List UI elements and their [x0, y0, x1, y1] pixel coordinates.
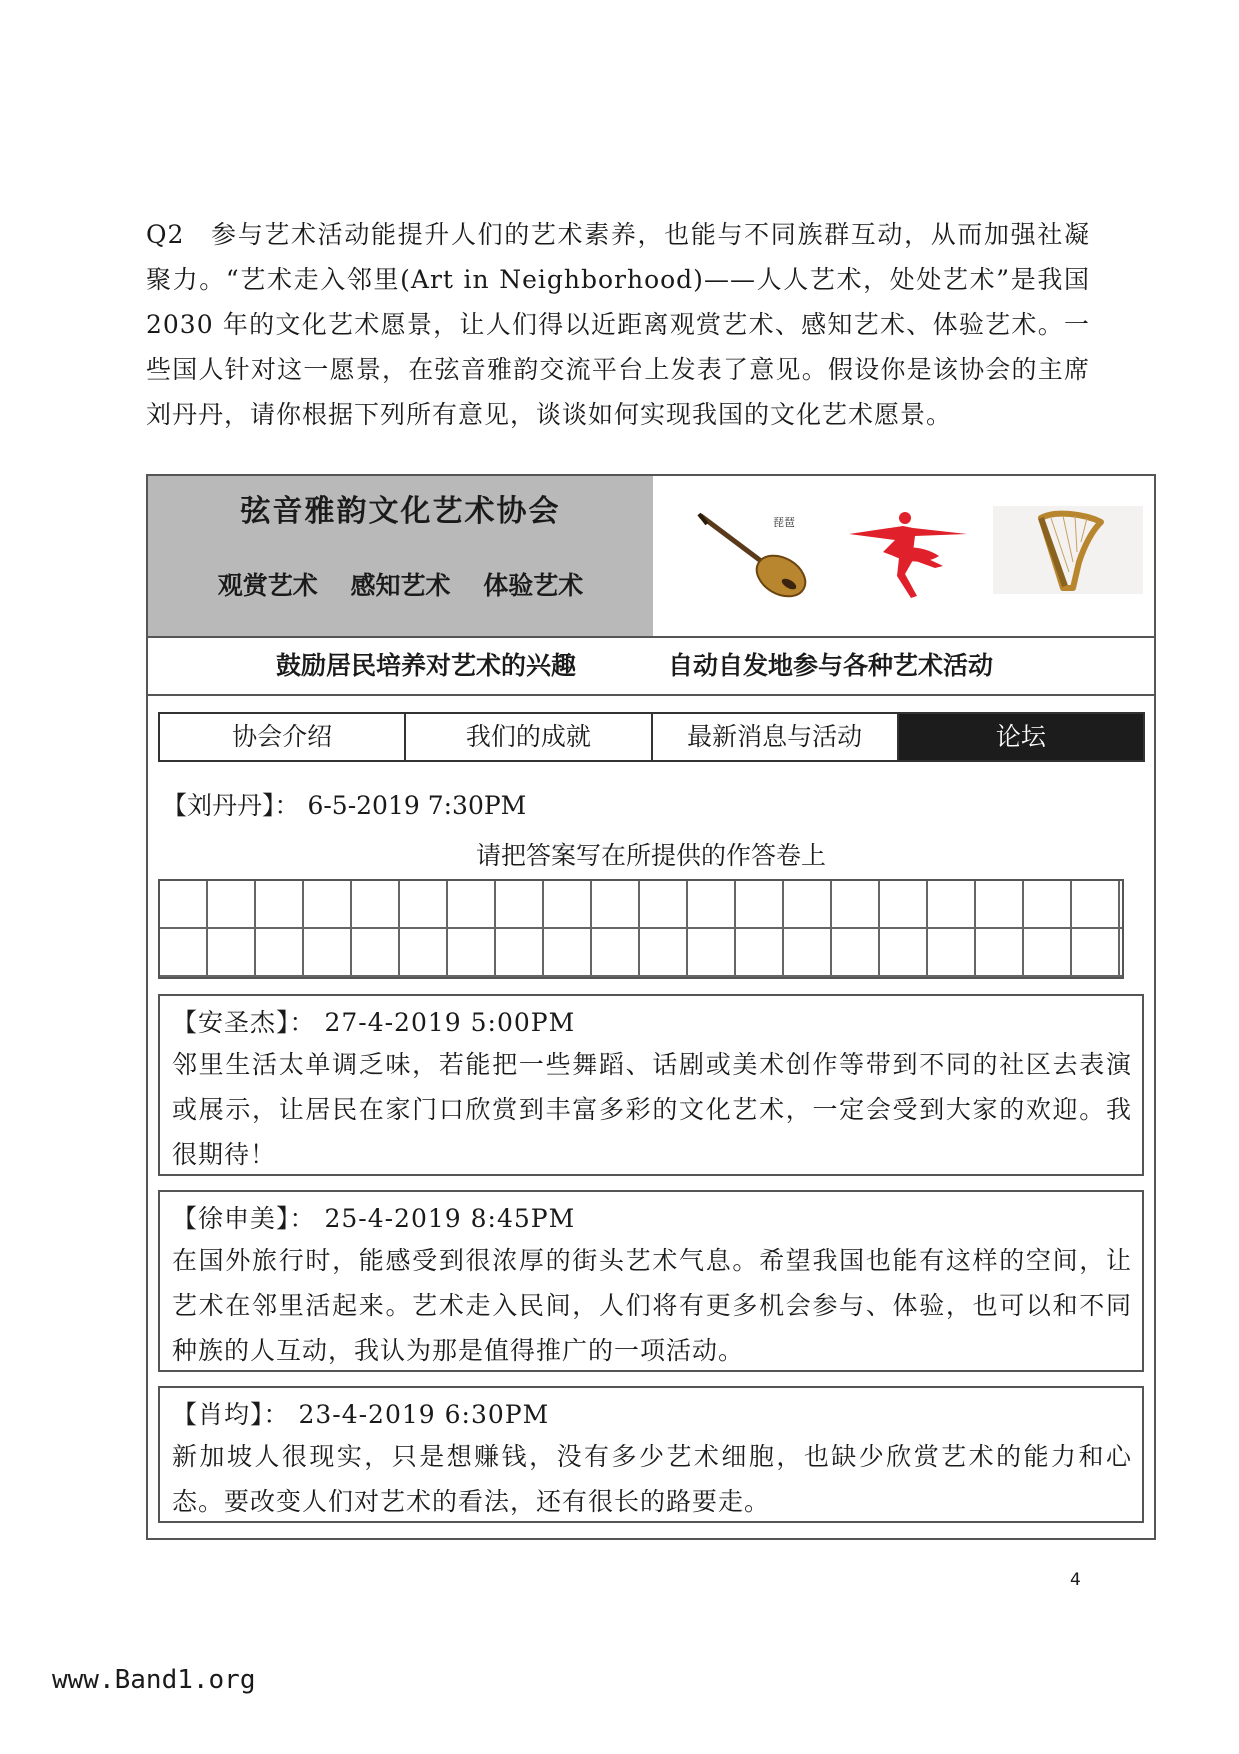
comment-meta: 【徐申美】： 25-4-2019 8:45PM — [172, 1204, 576, 1233]
harp-image — [993, 506, 1143, 594]
association-name: 弦音雅韵文化艺术协会 — [240, 494, 561, 529]
art-images — [653, 476, 1154, 636]
answer-instruction: 请把答案写在所提供的作答卷上 — [475, 841, 826, 870]
question-paragraph — [146, 212, 1090, 437]
association-mottos — [148, 566, 653, 602]
answer-grid[interactable] — [158, 879, 1124, 979]
forum-page-frame — [146, 474, 1156, 1540]
motto-item: 感知艺术 — [350, 571, 451, 600]
association-header — [148, 476, 1154, 638]
tab-achievements[interactable]: 我们的成就 — [406, 714, 652, 760]
forum-comment — [158, 1386, 1144, 1523]
motto-item: 观赏艺术 — [217, 571, 318, 600]
forum-comment — [158, 1190, 1144, 1372]
slogan-item: 自动自发地参与各种艺术活动 — [668, 651, 994, 680]
forum-post-author-meta: 【刘丹丹】： 6-5-2019 7:30PM — [162, 791, 527, 820]
question-number: Q2 — [146, 220, 185, 249]
comment-text: 新加坡人很现实，只是想赚钱，没有多少艺术细胞，也缺少欣赏艺术的能力和心态。要改变人们对艺术的看法，还有很长的路要走。 — [172, 1442, 1132, 1516]
tab-news-events[interactable]: 最新消息与活动 — [653, 714, 899, 760]
pipa-image — [693, 504, 813, 604]
forum-comment — [158, 994, 1144, 1176]
page-number: 4 — [1070, 1570, 1081, 1590]
question-text: 参与艺术活动能提升人们的艺术素养，也能与不同族群互动，从而加强社凝聚力。“艺术走入邻里(Art in Neighborhood)——人人艺术，处处艺术”是我国 2030 年的文化艺术愿景，让人们得以近距离观赏艺术、感知艺术、体验艺术。一些国人针对这一愿景，在弦音雅韵交流平台上发表了意见。假设你是该协会的主席刘丹丹，请你根据下列所有意见，谈谈如何实现我国的文化艺术愿景。 — [146, 220, 1090, 429]
comment-text: 在国外旅行时，能感受到很浓厚的街头艺术气息。希望我国也能有这样的空间，让艺术在邻里活起来。艺术走入民间，人们将有更多机会参与、体验，也可以和不同种族的人互动，我认为那是值得推广的一项活动。 — [172, 1246, 1132, 1365]
slogan-item: 鼓励居民培养对艺术的兴趣 — [276, 651, 577, 680]
tab-forum[interactable]: 论坛 — [899, 714, 1143, 760]
ballet-dancer-image — [843, 504, 973, 604]
watermark-url: www.Band1.org — [52, 1665, 256, 1695]
nav-tabs — [158, 712, 1145, 762]
motto-item: 体验艺术 — [483, 571, 584, 600]
association-slogans — [148, 638, 1154, 696]
comment-text: 邻里生活太单调乏味，若能把一些舞蹈、话剧或美术创作等带到不同的社区去表演或展示，让居民在家门口欣赏到丰富多彩的文化艺术，一定会受到大家的欢迎。我很期待！ — [172, 1050, 1132, 1169]
comment-meta: 【安圣杰】： 27-4-2019 5:00PM — [172, 1008, 576, 1037]
association-banner — [148, 476, 653, 636]
tab-about[interactable]: 协会介绍 — [160, 714, 406, 760]
pipa-caption: 琵琶 — [773, 516, 795, 529]
comment-meta: 【肖均】： 23-4-2019 6:30PM — [172, 1400, 550, 1429]
